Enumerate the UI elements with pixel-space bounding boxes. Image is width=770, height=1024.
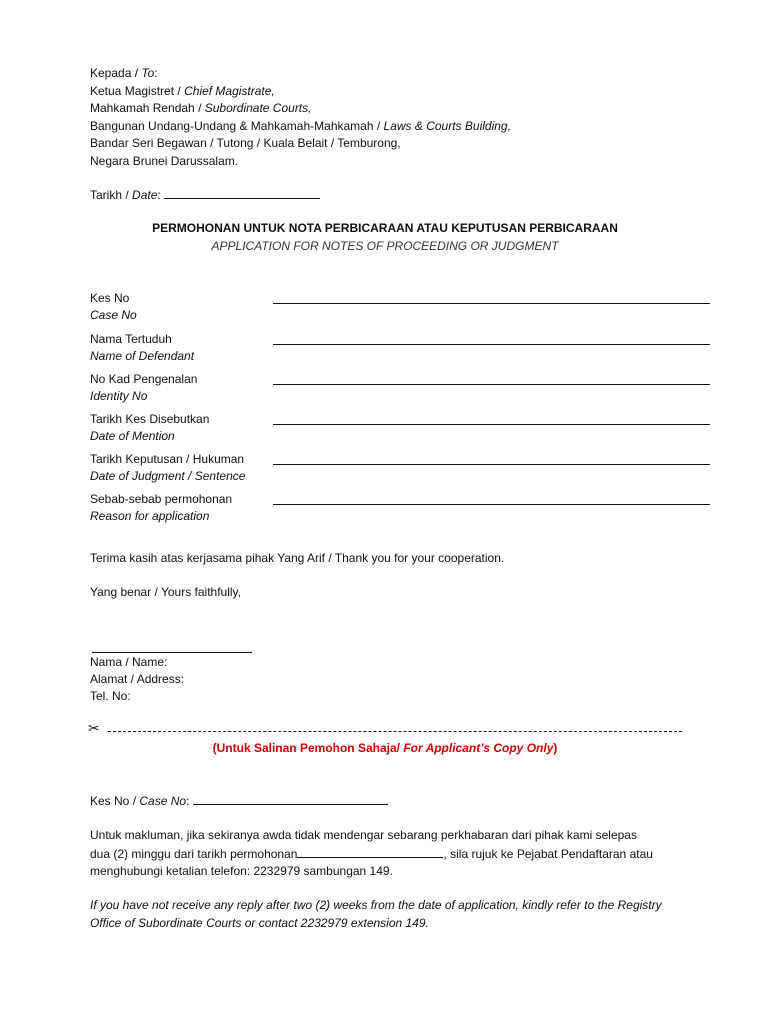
recipient-address xyxy=(90,65,511,170)
address-line-1: Ketua Magistret / Chief Magistrate, xyxy=(90,83,275,98)
field-date-of-judgment[interactable]: Tarikh Keputusan / Hukuman Date of Judgment / Sentence xyxy=(90,451,710,487)
field-case-no[interactable]: Kes No Case No xyxy=(90,290,710,326)
field-date-of-mention[interactable]: Tarikh Kes Disebutkan Date of Mention xyxy=(90,411,710,447)
form-subtitle: APPLICATION FOR NOTES OF PROCEEDING OR JUDGMENT xyxy=(211,239,559,253)
application-date-blank[interactable] xyxy=(297,845,443,858)
date-of-mention-blank[interactable] xyxy=(273,424,710,425)
field-reason[interactable]: Sebab-sebab permohonan Reason for application xyxy=(90,491,710,527)
closing-text: Yang benar / Yours faithfully, xyxy=(90,585,241,599)
copy-case-no-field[interactable]: Kes No / Case No: xyxy=(90,792,388,811)
info-english: If you have not receive any reply after two (2) weeks from the date of application, kindly refer to the Registry Office of Subordinate Courts or contact 2232979 extension 149. xyxy=(90,898,662,930)
cut-line xyxy=(88,721,682,739)
address-to-line: Kepada / To: xyxy=(90,66,158,80)
defendant-name-blank[interactable] xyxy=(273,344,710,345)
field-identity-no[interactable]: No Kad Pengenalan Identity No xyxy=(90,371,710,407)
case-no-blank[interactable] xyxy=(273,303,710,304)
address-line-4: Bandar Seri Begawan / Tutong / Kuala Belait / Temburong, xyxy=(90,136,401,150)
cut-dashes xyxy=(108,731,682,732)
field-defendant-name[interactable]: Nama Tertuduh Name of Defendant xyxy=(90,331,710,367)
address-line-3: Bangunan Undang-Undang & Mahkamah-Mahkamah / Laws & Courts Building, xyxy=(90,118,511,133)
signature-name: Nama / Name: xyxy=(90,655,168,669)
address-line-2: Mahkamah Rendah / Subordinate Courts, xyxy=(90,101,312,115)
thanks-text: Terima kasih atas kerjasama pihak Yang Arif / Thank you for your cooperation. xyxy=(90,551,505,565)
applicant-copy-notice: (Untuk Salinan Pemohon Sahaja/ For Applicant’s Copy Only) xyxy=(212,741,558,755)
signature-tel: Tel. No: xyxy=(90,689,131,703)
date-of-judgment-blank[interactable] xyxy=(273,464,710,465)
signature-line[interactable] xyxy=(92,652,252,653)
signature-address: Alamat / Address: xyxy=(90,672,185,686)
identity-no-blank[interactable] xyxy=(273,384,710,385)
address-line-5: Negara Brunei Darussalam. xyxy=(90,153,239,168)
info-malay: Untuk makluman, jika sekiranya awda tidak mendengar sebarang perkhabaran dari pihak kami selepas dua (2) minggu dari tarikh permohonan , sila rujuk ke Pejabat Pendaftaran atau menghubungi ketalian telefon: 2232979 sambungan 149. xyxy=(90,828,653,878)
copy-case-no-blank[interactable] xyxy=(193,792,388,805)
date-blank[interactable] xyxy=(164,186,320,199)
date-field[interactable]: Tarikh / Date: xyxy=(90,186,320,205)
reason-blank[interactable] xyxy=(273,504,710,505)
scissors-icon: ✂ xyxy=(88,720,100,736)
form-title: PERMOHONAN UNTUK NOTA PERBICARAAN ATAU KEPUTUSAN PERBICARAAN xyxy=(152,221,618,235)
